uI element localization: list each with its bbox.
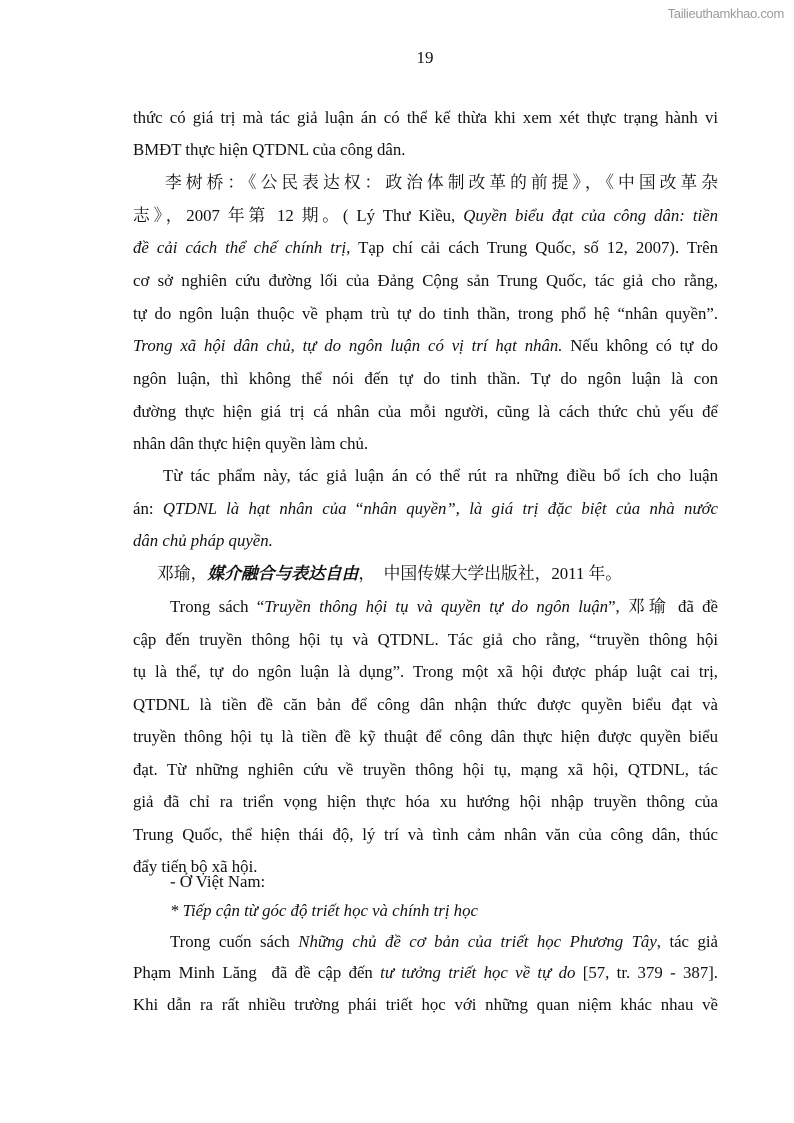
text-segment: đạt. Từ những nghiên cứu về truyền thông hội tụ, mạng xã hội, QTDNL, tác	[133, 760, 718, 779]
text-segment: ngôn luận, thì không thể nói đến tự do tinh thần. Tự do ngôn luận là con	[133, 369, 718, 388]
text-line	[133, 530, 718, 552]
text-line	[133, 791, 718, 813]
text-line	[133, 433, 718, 455]
text-line	[170, 596, 718, 618]
text-segment: án:	[133, 499, 163, 518]
text-segment: tụ là thể, tự do ngôn luận là dụng”. Trong một xã hội được pháp luật cai trị,	[133, 662, 718, 681]
text-line	[133, 335, 718, 357]
watermark: Tailieuthamkhao.com	[667, 6, 784, 21]
page-number: 19	[416, 48, 434, 67]
text-segment: 志》，2007 年第 12 期。( Lý Thư Kiều,	[133, 206, 464, 225]
text-line	[163, 465, 718, 487]
emphasized-text: Truyền thông hội tụ và quyền tự do ngôn luận	[264, 597, 609, 616]
text-line	[133, 759, 718, 781]
emphasized-text: Quyền biểu đạt của công dân: tiền	[463, 206, 719, 225]
text-line	[133, 661, 718, 683]
text-segment: ”, 邓瑜 đã đề	[608, 597, 718, 616]
text-segment: Trong sách “	[170, 597, 265, 616]
text-segment: Trong cuốn sách	[170, 932, 299, 951]
text-segment: BMĐT thực hiện QTDNL của công dân.	[133, 140, 406, 159]
text-segment: Nếu không có tự do	[562, 336, 719, 355]
text-line	[133, 401, 718, 423]
text-line	[133, 629, 718, 651]
text-line	[133, 498, 718, 520]
text-segment: Từ tác phẩm này, tác giả luận án có thể rút ra những điều bổ ích cho luận	[163, 466, 718, 485]
text-segment: Phạm Minh Lăng đã đề cập đến	[133, 963, 381, 982]
text-segment: , tác giả	[656, 932, 718, 951]
text-line	[133, 368, 718, 390]
text-segment: 邓瑜，	[157, 564, 208, 583]
text-segment: 李树桥：《公民表达权：政治体制改革的前提》，《中国改革杂	[165, 173, 718, 192]
text-line	[133, 303, 718, 325]
emphasized-text: * Tiếp cận từ góc độ triết học và chính trị học	[170, 901, 478, 920]
text-segment: thức có giá trị mà tác giả luận án có thể kế thừa khi xem xét thực trạng hành vi	[133, 108, 718, 127]
text-line	[133, 107, 718, 129]
text-line	[170, 900, 718, 922]
text-segment: , Tạp chí cải cách Trung Quốc, số 12, 2007). Trên	[346, 238, 718, 257]
emphasized-text: Những chủ đề cơ bản của triết học Phương Tây	[298, 932, 657, 951]
emphasized-text: Trong xã hội dân chủ, tự do ngôn luận có vị trí hạt nhân.	[133, 336, 563, 355]
text-line	[133, 270, 718, 292]
text-segment: cập đến truyền thông hội tụ và QTDNL. Tác giả cho rằng, “truyền thông hội	[133, 630, 718, 649]
text-segment: đường thực hiện giá trị cá nhân của mỗi người, cũng là cách thức chủ yếu để	[133, 402, 718, 421]
emphasized-text: nhân quyền”, là giá trị đặc biệt của nhà nước	[363, 499, 718, 518]
text-segment: “	[355, 499, 364, 518]
emphasized-text: 媒介融合与表达自由	[207, 564, 359, 583]
text-line	[165, 172, 718, 194]
emphasized-text: đề cải cách thể chế chính trị	[133, 238, 347, 257]
emphasized-text: QTDNL là hạt nhân của	[162, 499, 356, 518]
text-line	[170, 871, 718, 893]
text-line	[157, 563, 718, 585]
text-line	[133, 237, 718, 259]
emphasized-text: dân chủ pháp quyền.	[133, 531, 273, 550]
text-segment: Khi dẫn ra rất nhiều trường phái triết học với những quan niệm khác nhau về	[133, 995, 718, 1014]
text-line	[133, 694, 718, 716]
text-segment: ， 中国传媒大学出版社，2011 年。	[358, 564, 623, 583]
text-segment: nhân dân thực hiện quyền làm chủ.	[133, 434, 369, 453]
text-segment: Trung Quốc, thể hiện thái độ, lý trí và tình cảm nhân văn của công dân, thúc	[133, 825, 718, 844]
text-line	[133, 726, 718, 748]
text-segment: tự do ngôn luận thuộc về phạm trù tự do tinh thần, trong phổ hệ “nhân quyền”.	[133, 304, 718, 323]
text-line	[133, 139, 718, 161]
text-line	[170, 931, 718, 953]
text-segment: QTDNL là tiền đề căn bản để công dân nhận thức được quyền biểu đạt và	[133, 695, 718, 714]
emphasized-text: tư tưởng triết học về tự do	[380, 963, 576, 982]
text-segment: [57, tr. 379 - 387].	[575, 963, 718, 982]
text-line	[133, 824, 718, 846]
text-segment: truyền thông hội tụ là tiền đề kỹ thuật để công dân thực hiện được quyền biểu	[133, 727, 718, 746]
text-line	[133, 994, 718, 1016]
text-segment: đẩy tiến bộ xã hội.	[133, 857, 258, 876]
text-line	[133, 962, 718, 984]
text-segment: - Ở Việt Nam:	[170, 872, 266, 891]
text-segment: cơ sở nghiên cứu đường lối của Đảng Cộng sản Trung Quốc, tác giả cho rằng,	[133, 271, 718, 290]
text-segment: giả đã chỉ ra triển vọng hiện thực hóa xu hướng hội nhập truyền thông của	[133, 792, 718, 811]
text-line	[133, 205, 718, 227]
